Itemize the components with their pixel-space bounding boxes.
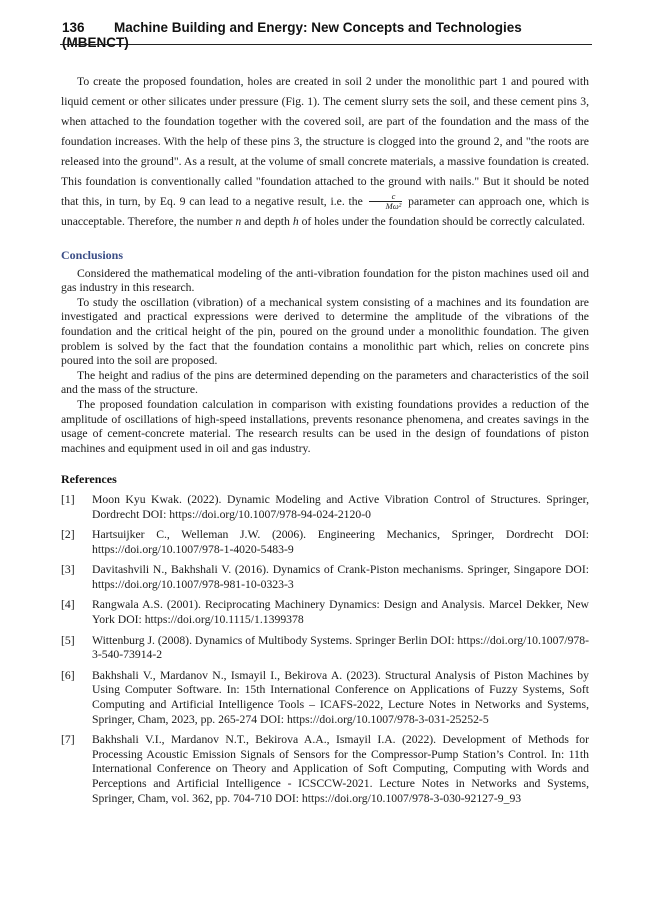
reference-number: [3]: [61, 563, 75, 577]
reference-number: [6]: [61, 668, 75, 682]
reference-number: [7]: [61, 733, 75, 747]
variable-h: h: [292, 215, 299, 228]
fraction-numerator: c: [369, 192, 403, 202]
conclusion-paragraph: Considered the mathematical modeling of the anti-vibration foundation for the piston machines used oil and gas industry in this research.: [61, 266, 589, 295]
conclusion-paragraph: The proposed foundation calculation in comparison with existing foundations provides a reduction of the amplitude of oscillations of high-speed installations, prevents resonance phenomena, and creates savings in the usage of cement-concrete material. The research results can be used in the design of foundations of piston machines and equipment used in oil and gas industry.: [61, 397, 589, 455]
intro-text-part: parameter can approach one, which is unacceptable. Therefore, the number: [61, 195, 590, 228]
conclusions-heading: Conclusions: [61, 248, 124, 262]
conclusion-paragraph: To study the oscillation (vibration) of a mechanical system consisting of a machines and its foundation are investigated and practical expressions were derived to determine the amplitude of the vibrations of the foundation and the critical height of the pin, poured on the ground under a monolithic foundation. The given problem is solved by the fact that the foundation contains a monolithic part which, relies on concrete pins poured into the soil are proposed.: [61, 295, 589, 368]
reference-item: [61, 733, 589, 806]
reference-number: [5]: [61, 633, 75, 647]
intro-text-part: To create the proposed foundation, holes are created in soil 2 under the monolithic part 1 and poured with liquid cement or other silicates under pressure (Fig. 1). The cement slurry sets the soil, and these cement pins 3, when attached to the foundation together with the covered soil, are part of the foundation and the mass of the foundation increases. With the help of these pins 3, the structure is clogged into the ground 2, and "the roots are released into the ground". As a result, at the volume of small concrete materials, a massive foundation is created. This foundation is conventionally called "foundation attached to the ground with nails." But it should be noted that this, in turn, by Eq. 9 can lead to a negative result, i.e. the: [61, 75, 589, 208]
intro-paragraph: [61, 72, 589, 232]
header-rule: [60, 44, 592, 45]
reference-item: [61, 563, 589, 592]
reference-number: [1]: [61, 492, 75, 506]
intro-text-part: of holes under the foundation should be correctly calculated.: [301, 215, 585, 228]
journal-title: Machine Building and Energy: New Concepts and Technologies (MBENCT): [62, 20, 522, 50]
fraction-denominator: Mω²: [385, 200, 402, 211]
conclusion-paragraph: The height and radius of the pins are determined depending on the parameters and characteristics of the soil and the mass of the structure.: [61, 368, 589, 397]
reference-item: [61, 493, 589, 522]
variable-n: n: [235, 215, 242, 228]
reference-text: Wittenburg J. (2008). Dynamics of Multibody Systems. Springer Berlin DOI: https://doi.org/10.1007/978-3-540-73914-2: [92, 633, 589, 662]
reference-text: Davitashvili N., Bakhshali V. (2016). Dynamics of Crank-Piston mechanisms. Springer, Singapore DOI: https://doi.org/10.1007/978-981-10-0323-3: [92, 563, 589, 591]
article-body: [61, 72, 589, 812]
reference-text: Rangwala A.S. (2001). Reciprocating Machinery Dynamics: Design and Analysis. Marcel Dekker, New York DOI: https://doi.org/10.1115/1.1399378: [92, 598, 589, 627]
references-heading: References: [61, 472, 117, 487]
reference-item: [61, 528, 589, 557]
reference-text: Moon Kyu Kwak. (2022). Dynamic Modeling and Active Vibration Control of Structures. Springer, Dordrecht DOI: https://doi.org/10.1007/978-94-024-2120-0: [92, 492, 589, 521]
reference-item: [61, 634, 589, 663]
running-header: [62, 20, 592, 50]
reference-number: [2]: [61, 528, 75, 542]
reference-text: Hartsuijker C., Welleman J.W. (2006). Engineering Mechanics, Springer, Dordrecht DOI: https://doi.org/10.1007/978-1-4020-5483-9: [92, 528, 589, 556]
page-number: 136: [62, 20, 85, 35]
reference-text: Bakhshali V., Mardanov N., Ismayil I., Bekirova A. (2023). Structural Analysis of Piston Machines by Using Computer Software. In: 15th International Conference on Applications of Fuzzy Systems, Soft Computing and Artificial Intelligence Tools – ICAFS-2022, Lecture Notes in Networks and Systems, Springer, Cham, 2023, pp. 265-274 DOI: https://doi.org/10.1007/978-3-031-25252-5: [92, 668, 589, 726]
parameter-fraction: [369, 192, 403, 211]
reference-number: [4]: [61, 598, 75, 612]
intro-text-part: and depth: [244, 215, 290, 228]
reference-item: [61, 598, 589, 627]
reference-text: Bakhshali V.I., Mardanov N.T., Bekirova A.A., Ismayil I.A. (2022). Development of Methods for Processing Acoustic Emission Signals of Sensors for the Compressor-Pump Station’s Control. In: 11th International Conference on Theory and Application of Soft Computing, Computing with Words and Perceptions and Artificial Intelligence - ICSCCW-2021. Lecture Notes in Networks and Systems, Springer, Cham, vol. 362, pp. 704-710 DOI: https://doi.org/10.1007/978-3-030-92127-9_93: [92, 733, 589, 805]
reference-item: [61, 669, 589, 727]
